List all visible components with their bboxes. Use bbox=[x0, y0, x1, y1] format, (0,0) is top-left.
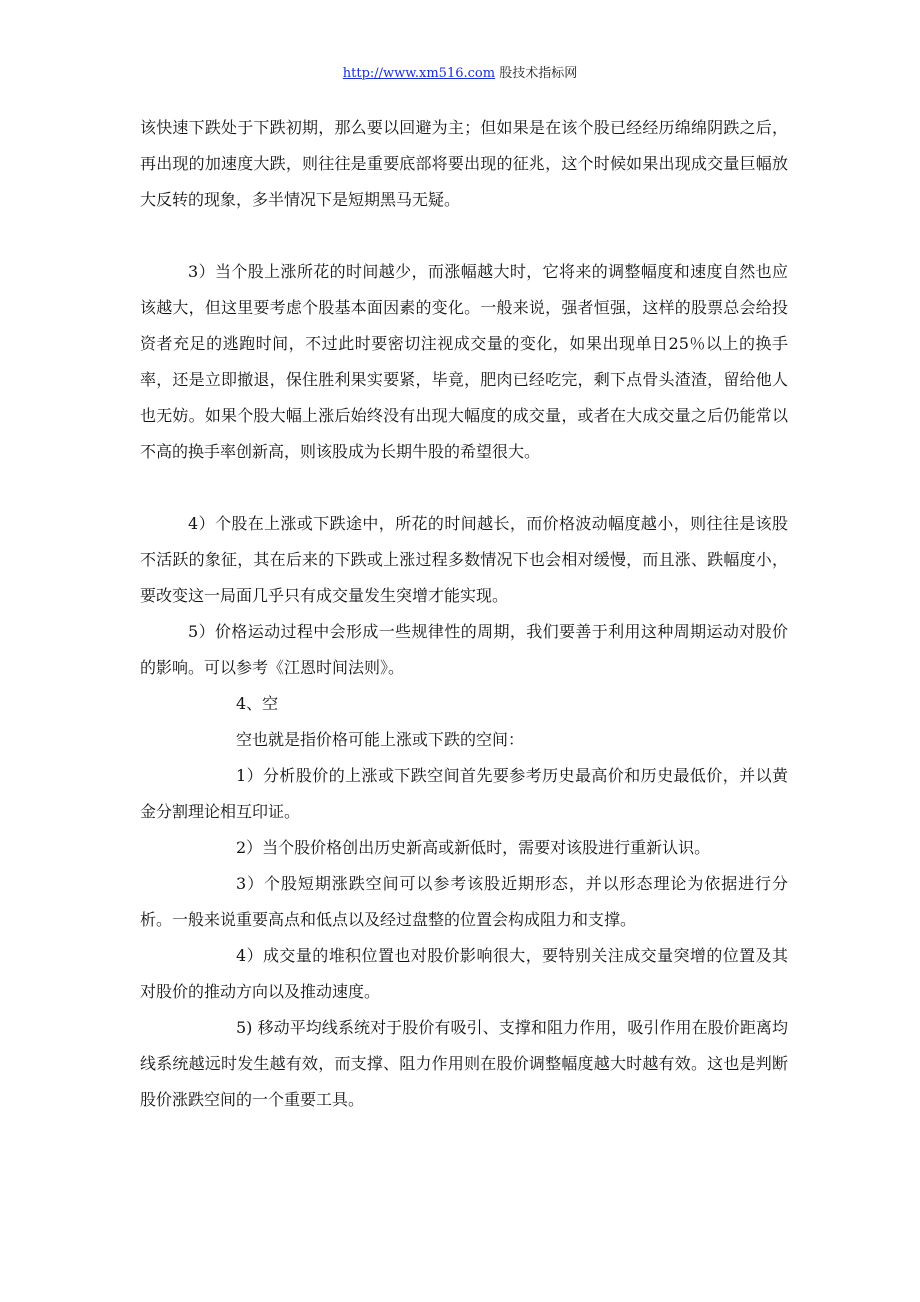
site-url-link[interactable]: http://www.xm516.com bbox=[342, 66, 496, 81]
paragraph-space-point-3: 3）个股短期涨跌空间可以参考该股近期形态，并以形态理论为依据进行分析。一般来说重要高点和低点以及经过盘整的位置会构成阻力和支撑。 bbox=[140, 874, 788, 929]
paragraph-space-point-2: 2）当个股价格创出历史新高或新低时，需要对该股进行重新认识。 bbox=[236, 838, 711, 857]
paragraph-gap bbox=[140, 470, 788, 506]
paragraph-gap bbox=[140, 218, 788, 254]
paragraph-point-5-time: 5）价格运动过程中会形成一些规律性的周期，我们要善于利用这种周期运动对股价的影响。可以参考《江恩时间法则》。 bbox=[140, 622, 788, 677]
paragraph-point-3-time: 3）当个股上涨所花的时间越少，而涨幅越大时，它将来的调整幅度和速度自然也应该越大，但这里要考虑个股基本面因素的变化。一般来说，强者恒强，这样的股票总会给投资者充足的逃跑时间，不过此时要密切注视成交量的变化，如果出现单日25％以上的换手率，还是立即撤退，保住胜利果实要紧，毕竟，肥肉已经吃完，剩下点骨头渣渣，留给他人也无妨。如果个股大幅上涨后始终没有出现大幅度的成交量，或者在大成交量之后仍能常以不高的换手率创新高，则该股成为长期牛股的希望很大。 bbox=[140, 262, 788, 461]
paragraph-space-point-5: 5) 移动平均线系统对于股价有吸引、支撑和阻力作用，吸引作用在股价距离均线系统越远时发生越有效，而支撑、阻力作用则在股价调整幅度越大时越有效。这也是判断股价涨跌空间的一个重要工具。 bbox=[140, 1018, 788, 1109]
paragraph-continued: 该快速下跌处于下跌初期，那么要以回避为主；但如果是在该个股已经经历绵绵阴跌之后，再出现的加速度大跌，则往往是重要底部将要出现的征兆，这个时候如果出现成交量巨幅放大反转的现象，多半情况下是短期黑马无疑。 bbox=[140, 118, 788, 209]
paragraph-space-point-1: 1）分析股价的上涨或下跌空间首先要参考历史最高价和历史最低价，并以黄金分割理论相互印证。 bbox=[140, 766, 788, 821]
paragraph-space-point-4: 4）成交量的堆积位置也对股价影响很大，要特别关注成交量突增的位置及其对股价的推动方向以及推动速度。 bbox=[140, 946, 788, 1001]
page-header bbox=[0, 62, 920, 81]
site-name: 股技术指标网 bbox=[499, 66, 578, 81]
section-heading-space: 4、空 bbox=[236, 694, 279, 713]
document-body bbox=[140, 110, 788, 1118]
section-intro-space: 空也就是指价格可能上涨或下跌的空间： bbox=[236, 730, 525, 749]
paragraph-point-4-time: 4）个股在上涨或下跌途中，所花的时间越长，而价格波动幅度越小，则往往是该股不活跃的象征，其在后来的下跌或上涨过程多数情况下也会相对缓慢，而且涨、跌幅度小，要改变这一局面几乎只有成交量发生突增才能实现。 bbox=[140, 514, 788, 605]
